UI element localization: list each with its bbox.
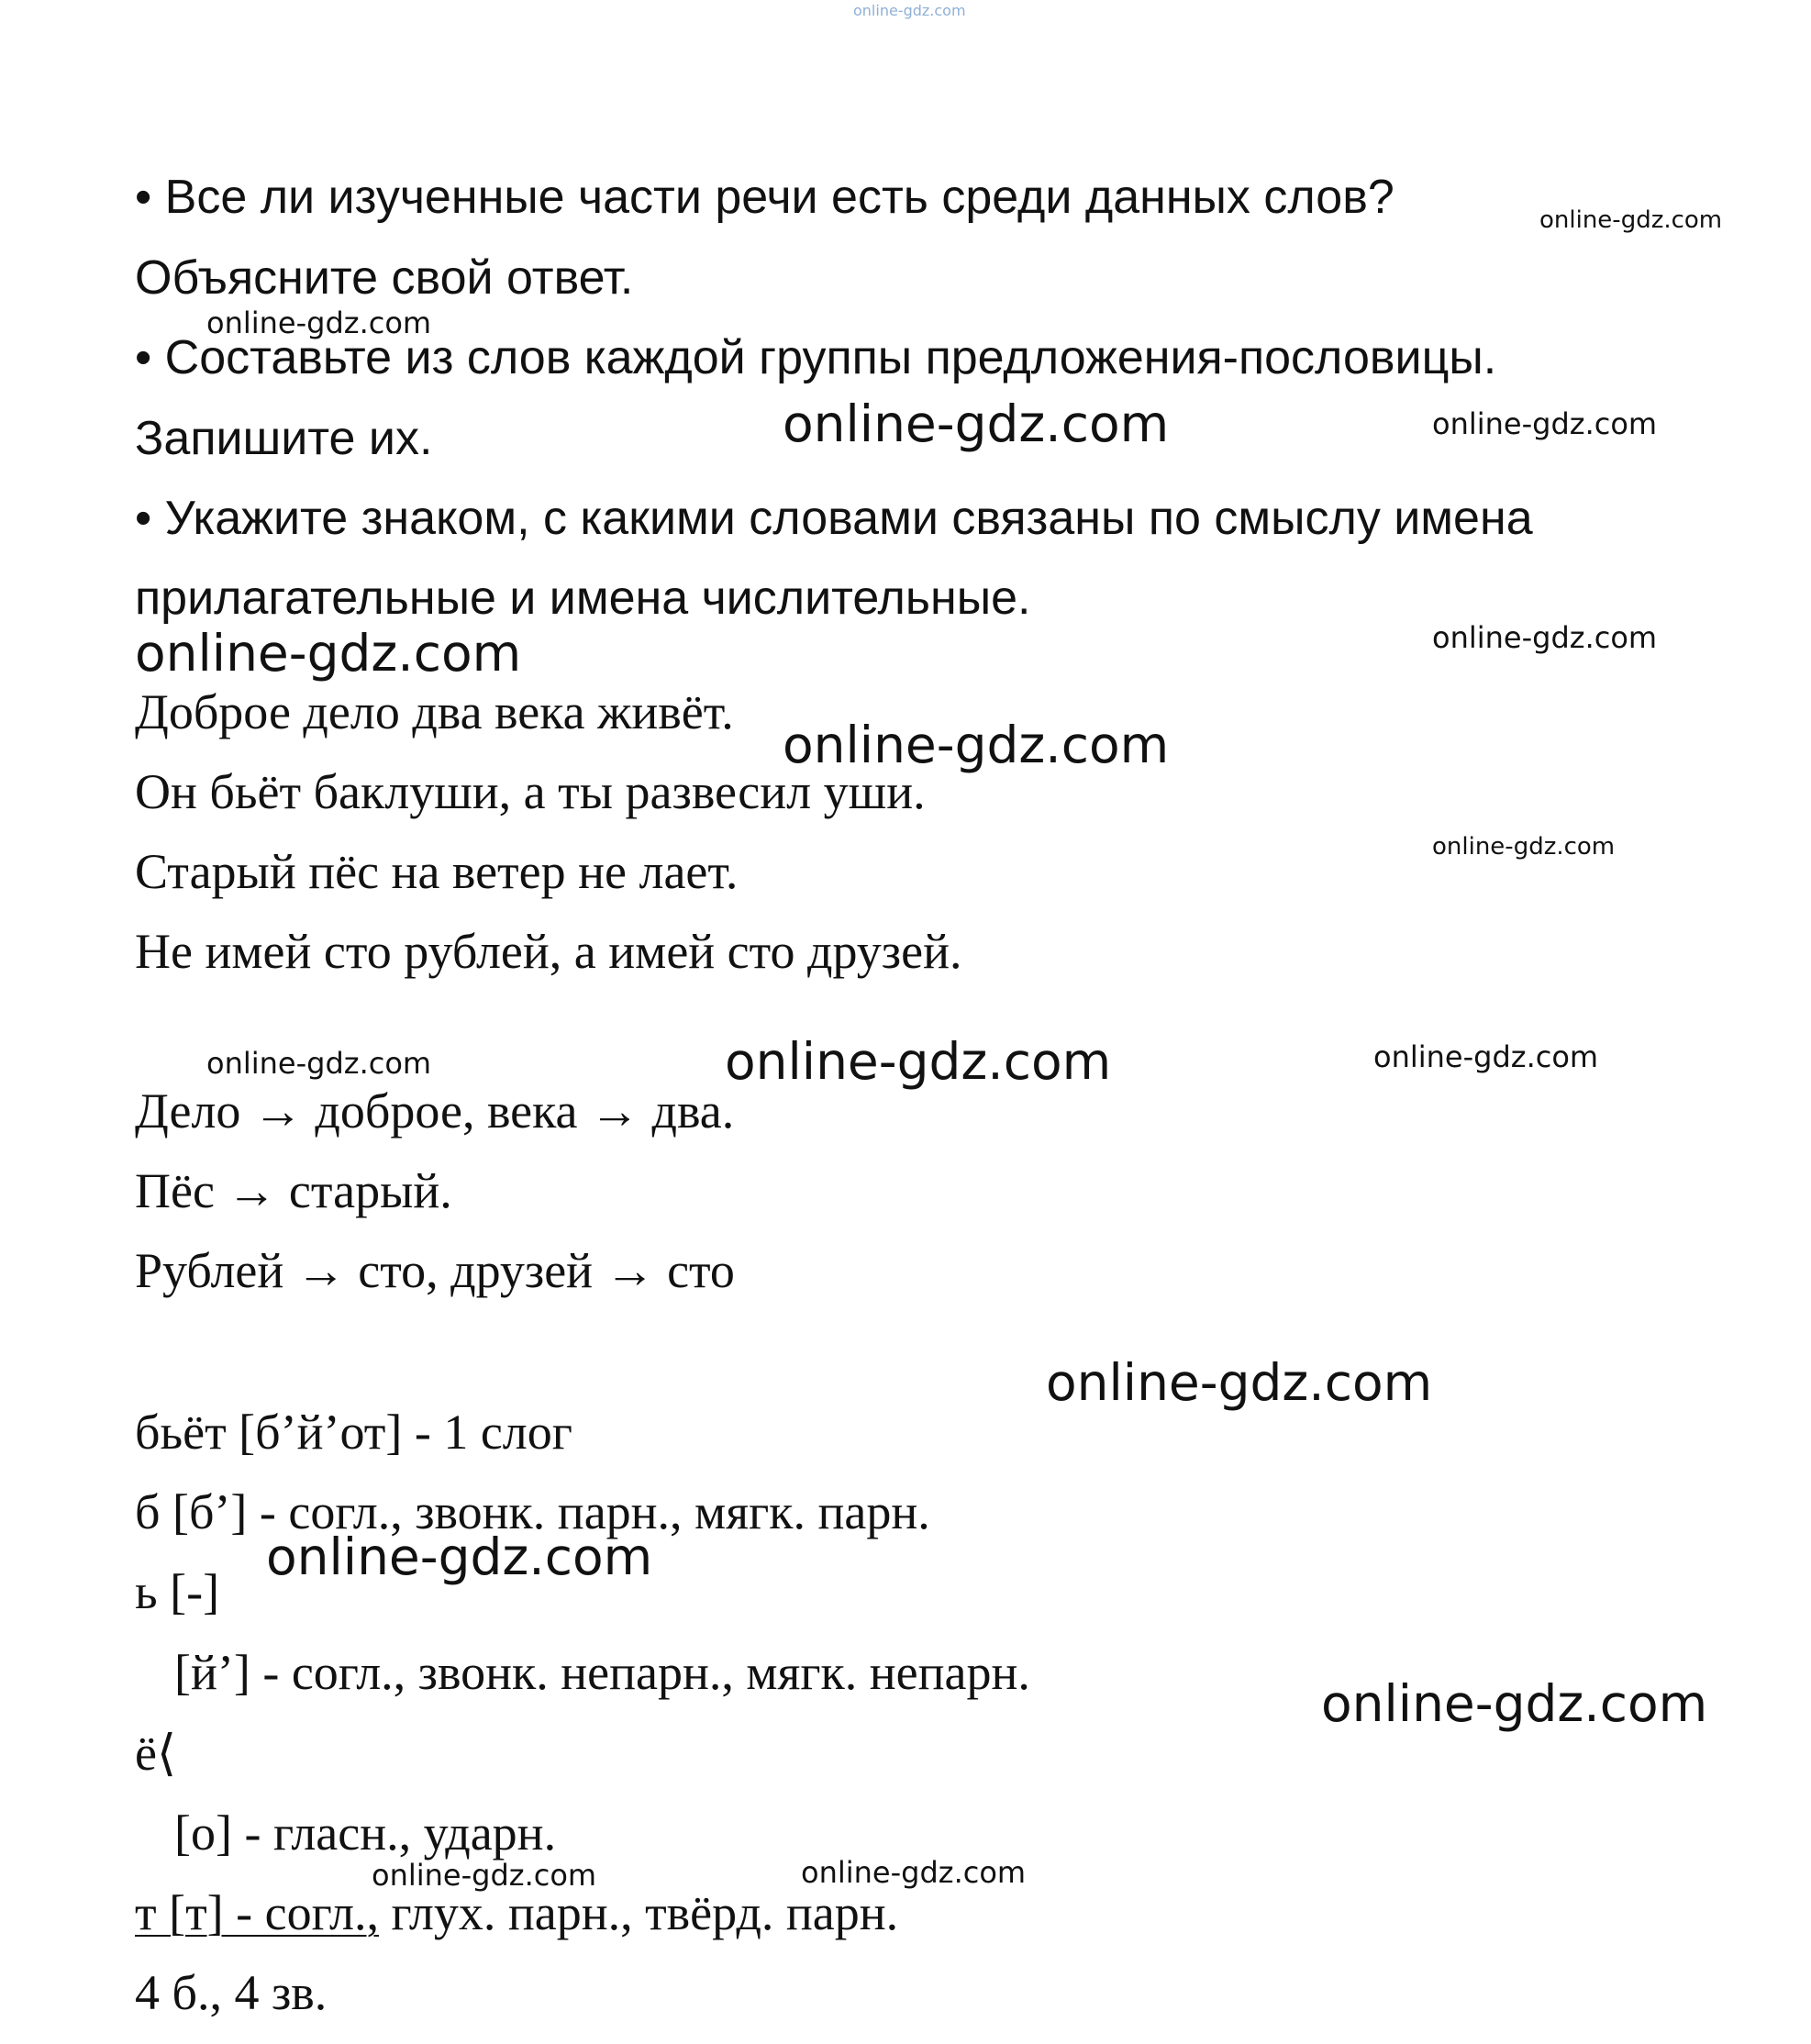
watermark: online-gdz.com [1432,406,1658,441]
analysis-word: бьёт [б’й’от] - 1 слог [135,1405,572,1460]
analysis-line-3: [й’] - согл., звонк. непарн., мягк. непарн. [174,1645,1030,1700]
watermark: online-gdz.com [1432,833,1616,861]
link-line-3: Рублей → сто, друзей → сто [135,1243,735,1298]
question-line-4: Запишите их. [135,412,433,465]
proverb-1: Доброе дело два века живёт. [135,684,734,739]
watermark: online-gdz.com [725,1032,1112,1091]
link-line-1: Дело → доброе, века → два. [135,1083,735,1139]
proverb-2: Он бьёт баклуши, а ты развесил уши. [135,764,926,819]
watermark-top: online-gdz.com [853,2,966,19]
question-line-5: • Укажите знаком, с какими словами связаны по смыслу имена [135,492,1533,545]
question-line-1: • Все ли изученные части речи есть среди данных слов? [135,171,1394,224]
question-line-2: Объясните свой ответ. [135,251,634,305]
watermark: online-gdz.com [372,1858,597,1893]
watermark: online-gdz.com [783,716,1170,774]
analysis-line-1: б [б’] - согл., звонк. парн., мягк. парн. [135,1484,930,1539]
proverb-3: Старый пёс на ветер не лает. [135,844,739,899]
analysis-summary: 4 б., 4 зв. [135,1965,328,2020]
question-line-3: • Составьте из слов каждой группы предложения-пословицы. [135,331,1497,384]
analysis-line-4: ё⟨ [135,1726,177,1781]
watermark: online-gdz.com [135,624,522,683]
analysis-line-5: [о] - гласн., ударн. [174,1805,557,1861]
analysis-line-6-rest: глух. парн., твёрд. парн. [378,1885,899,1940]
watermark: online-gdz.com [1373,1039,1599,1074]
watermark: online-gdz.com [206,1046,432,1081]
watermark: online-gdz.com [783,394,1170,453]
watermark: online-gdz.com [801,1855,1027,1890]
watermark: online-gdz.com [1539,206,1723,234]
watermark: online-gdz.com [266,1527,653,1586]
watermark: online-gdz.com [1432,620,1658,655]
analysis-line-2: ь [-] [135,1564,220,1619]
watermark: online-gdz.com [206,305,432,340]
watermark: online-gdz.com [1046,1353,1433,1412]
proverb-4: Не имей сто рублей, а имей сто друзей. [135,924,962,979]
analysis-line-6 [135,1884,898,1941]
link-line-2: Пёс → старый. [135,1163,452,1218]
analysis-line-6-underlined: т [т] - согл., [135,1885,379,1940]
question-line-6: прилагательные и имена числительные. [135,572,1031,625]
watermark: online-gdz.com [1321,1674,1708,1733]
